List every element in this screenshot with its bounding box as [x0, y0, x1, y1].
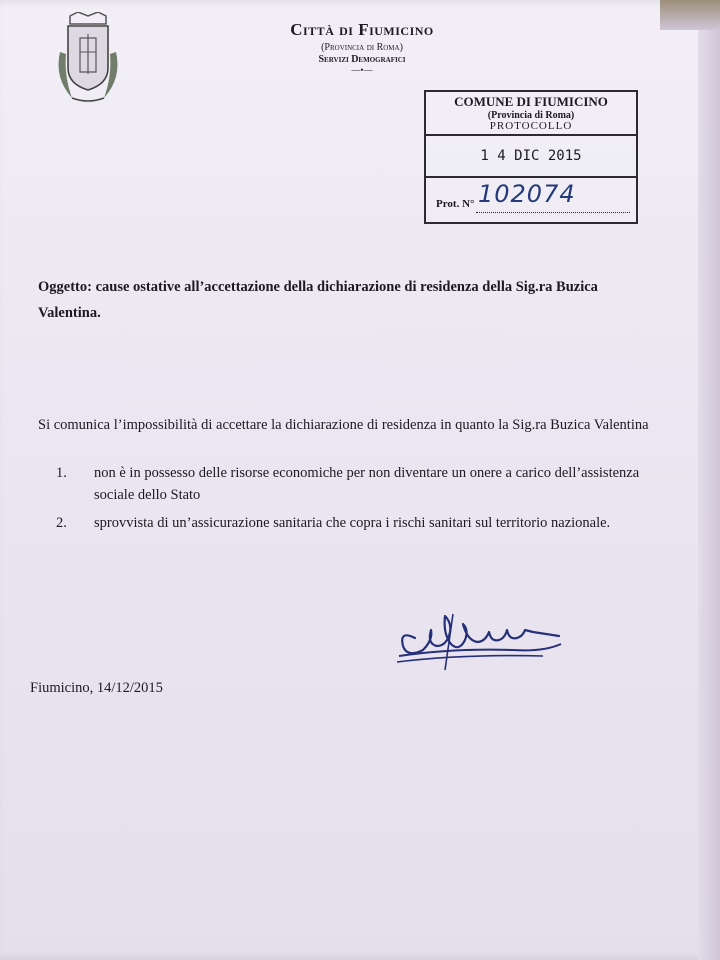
subject-line: Oggetto: cause ostative all’accettazione della dichiarazione di residenza della Sig.ra Buzica Valentina. [38, 279, 598, 321]
protocol-stamp [424, 90, 638, 224]
signature [393, 600, 565, 680]
protocol-number: 102074 [478, 180, 576, 208]
stamp-heading [426, 92, 636, 136]
list-item-text: non è in possesso delle risorse economiche per non diventare un onere a carico dell’assistenza sociale dello Stato [94, 465, 640, 503]
reasons-list [50, 462, 650, 540]
list-item-text: sprovvista di un’assicurazione sanitaria che copra i rischi sanitari sul territorio nazionale. [94, 515, 611, 531]
dotted-line [476, 212, 630, 213]
page-edge [698, 0, 720, 960]
place-and-date: Fiumicino, 14/12/2015 [30, 680, 163, 696]
stamp-protocol-label: PROTOCOLLO [489, 120, 573, 132]
city-name: Città di Fiumicino [290, 20, 434, 39]
list-item [50, 462, 650, 506]
background-corner [660, 0, 720, 30]
department-name: Servizi Demografici [318, 54, 406, 65]
body-paragraph: Si comunica l’impossibilità di accettare la dichiarazione di residenza in quanto la Sig.ra Buzica Valentina [38, 417, 649, 433]
coat-of-arms-icon [50, 12, 126, 104]
list-item-number: 2. [56, 515, 67, 531]
province-name: (Provincia di Roma) [321, 42, 403, 53]
stamp-municipality: COMUNE DI FIUMICINO [454, 94, 608, 109]
list-item-number: 1. [56, 465, 67, 481]
stamp-date: 1 4 DIC 2015 [426, 136, 636, 178]
list-item [50, 512, 650, 534]
stamp-province: (Provincia di Roma) [487, 110, 575, 121]
ornament-divider: —•— [351, 65, 373, 75]
protocol-number-label: Prot. N° [436, 198, 475, 210]
stamp-number-row [426, 178, 636, 218]
letterhead [250, 20, 474, 75]
